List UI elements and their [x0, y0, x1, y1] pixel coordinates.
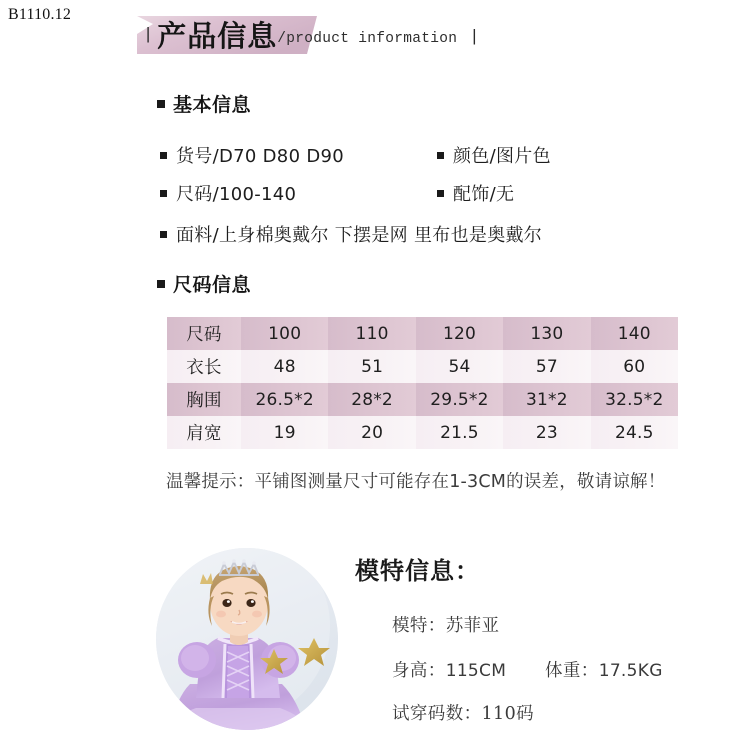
- measurement-tolerance-tip: 温馨提示：平铺图测量尺寸可能存在1-3CM的误差，敬请谅解！: [166, 472, 666, 492]
- banner-right-bar-icon: |: [469, 27, 480, 47]
- table-row: [167, 383, 678, 416]
- table-cell: 31*2: [503, 383, 590, 416]
- page-title-cn: 产品信息: [157, 18, 278, 53]
- table-cell: 衣长: [167, 350, 241, 383]
- bullet-square-icon: [157, 100, 165, 108]
- table-cell: 21.5: [416, 416, 503, 449]
- model-try-size-row: [392, 700, 534, 725]
- table-cell: 100: [241, 317, 328, 350]
- model-try-size-label: 试穿码数：: [392, 704, 482, 724]
- info-item-fabric: [160, 221, 542, 247]
- model-name-row: [392, 612, 499, 637]
- model-height-row: [392, 657, 506, 682]
- page-header-banner: [137, 14, 607, 56]
- table-row: [167, 350, 678, 383]
- info-item-label: 面料/上身棉奥戴尔 下摆是网 里布也是奥戴尔: [176, 225, 543, 246]
- model-photo: [156, 548, 338, 730]
- model-weight-value: 17.5KG: [598, 661, 663, 681]
- table-cell: 26.5*2: [241, 383, 328, 416]
- section-heading-basic-info-label: 基本信息: [173, 94, 252, 116]
- table-row: [167, 317, 678, 350]
- info-item-label: 颜色/图片色: [453, 146, 551, 167]
- table-cell: 110: [328, 317, 415, 350]
- table-cell: 54: [416, 350, 503, 383]
- table-cell: 140: [591, 317, 678, 350]
- table-cell: 28*2: [328, 383, 415, 416]
- table-cell: 60: [591, 350, 678, 383]
- model-photo-illustration: [156, 548, 338, 730]
- model-try-size-value: 110码: [481, 704, 535, 724]
- table-cell: 19: [241, 416, 328, 449]
- info-item-label: 配饰/无: [453, 184, 515, 205]
- section-heading-size-info: [157, 270, 251, 297]
- info-item-size-range: [160, 180, 296, 206]
- table-cell: 130: [503, 317, 590, 350]
- table-cell: 20: [328, 416, 415, 449]
- section-heading-basic-info: [157, 90, 251, 117]
- bullet-square-icon: [160, 152, 167, 159]
- model-info-title: 模特信息：: [355, 557, 480, 585]
- info-item-label: 尺码/100-140: [176, 184, 297, 205]
- table-cell: 32.5*2: [591, 383, 678, 416]
- table-cell: 23: [503, 416, 590, 449]
- table-cell: 胸围: [167, 383, 241, 416]
- table-cell: 48: [241, 350, 328, 383]
- bullet-square-icon: [160, 190, 167, 197]
- table-cell: 120: [416, 317, 503, 350]
- model-name-value: 苏菲亚: [445, 616, 500, 636]
- bullet-square-icon: [157, 280, 165, 288]
- table-cell: 51: [328, 350, 415, 383]
- info-item-accessories: [437, 180, 514, 206]
- table-cell: 肩宽: [167, 416, 241, 449]
- table-row: [167, 416, 678, 449]
- bullet-square-icon: [160, 231, 167, 238]
- table-cell: 57: [503, 350, 590, 383]
- table-cell: 尺码: [167, 317, 241, 350]
- model-name-label: 模特：: [392, 616, 446, 636]
- size-chart-table: [167, 317, 678, 449]
- model-weight-row: [545, 657, 663, 682]
- model-height-label: 身高：: [392, 661, 446, 681]
- model-weight-label: 体重：: [545, 661, 599, 681]
- product-code: B1110.12: [8, 6, 72, 23]
- size-chart-body: [167, 317, 678, 449]
- info-item-color: [437, 142, 551, 168]
- info-item-article-number: [160, 142, 344, 168]
- section-heading-size-info-label: 尺码信息: [173, 274, 252, 296]
- info-item-label: 货号/D70 D80 D90: [176, 146, 345, 167]
- page-title-en: /product information: [277, 31, 458, 47]
- bullet-square-icon: [437, 190, 444, 197]
- model-height-value: 115CM: [445, 661, 507, 681]
- banner-text-row: [137, 14, 479, 56]
- bullet-square-icon: [437, 152, 444, 159]
- banner-left-bar-icon: |: [143, 25, 154, 45]
- table-cell: 24.5: [591, 416, 678, 449]
- table-cell: 29.5*2: [416, 383, 503, 416]
